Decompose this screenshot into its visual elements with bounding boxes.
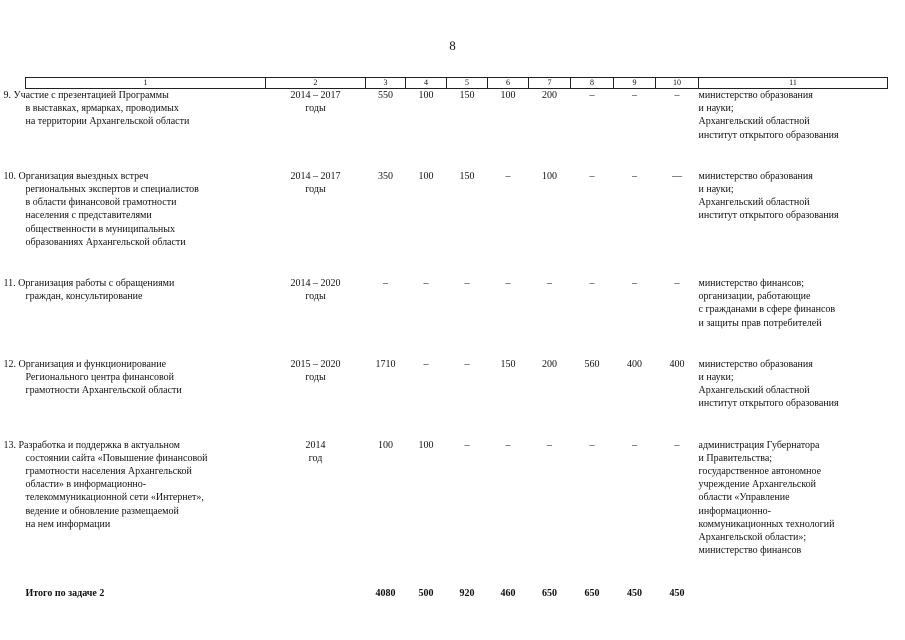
executor: министерство образования и науки; Архангельский областной институт открытого образования [698, 358, 839, 410]
period: 2014 год [305, 439, 326, 464]
period: 2014 – 2017 годы [290, 90, 341, 115]
value-cell: 200 [542, 90, 557, 101]
value-cell: 350 [378, 170, 393, 182]
value-cell: 150 [459, 170, 475, 182]
value-cell: – [464, 358, 470, 370]
total-label: Итого по задаче 2 [25, 588, 105, 600]
value-cell: 100 [418, 439, 434, 451]
header-cell: 11 [699, 78, 888, 89]
value-cell: – [589, 170, 595, 182]
value-cell: – [674, 439, 680, 451]
value-cell: – [505, 170, 511, 182]
value-cell: – [632, 170, 637, 182]
header-cell: 8 [571, 78, 614, 89]
measure-name: 12. Организация и функционирование Регионального центра финансовой грамотности Архангельской области [3, 358, 182, 397]
value-cell: – [632, 278, 637, 290]
header-cell: 5 [447, 78, 488, 89]
page-number: 8 [449, 38, 456, 53]
value-cell: — [672, 170, 682, 182]
total-value-cell: 460 [500, 588, 516, 600]
executor: администрация Губернатора и Правительства; государственное автономное учреждение Архангельской области «Управление информационно- коммуникационных технологий Архангельской области»; министерство финансов [698, 439, 835, 557]
header-cell: 1 [26, 78, 266, 89]
value-cell: 100 [378, 439, 393, 451]
table-row [26, 89, 888, 170]
header-cell: 9 [614, 78, 656, 89]
total-value-cell: 650 [542, 588, 557, 600]
table-row [26, 170, 888, 277]
value-cell: 560 [584, 358, 600, 370]
executor: министерство финансов; организации, работающие с гражданами в сфере финансов и защиты прав потребителей [698, 278, 836, 329]
value-cell: 100 [500, 90, 516, 101]
total-value-cell: 500 [418, 588, 434, 600]
value-cell: – [547, 439, 552, 451]
value-cell: – [383, 278, 388, 290]
period: 2014 – 2020 годы [290, 278, 341, 303]
value-cell: – [632, 439, 637, 451]
value-cell: – [674, 278, 680, 290]
value-cell: – [589, 439, 595, 451]
header-cell: 4 [406, 78, 447, 89]
value-cell: – [589, 278, 595, 290]
value-cell: – [674, 90, 680, 101]
value-cell: – [423, 358, 429, 370]
measure-name: 11. Организация работы с обращениями граждан, консультирование [3, 278, 175, 303]
period: 2014 – 2017 годы [290, 170, 341, 196]
total-value-cell: 650 [584, 588, 600, 600]
value-cell: – [505, 439, 511, 451]
measure-name: 13. Разработка и поддержка в актуальном состоянии сайта «Повышение финансовой грамотности населения Архангельской области» в информационно- телекоммуникационной сети «Интернет», ведение и обновление размещаемой на нем информации [3, 439, 208, 530]
value-cell: 400 [669, 358, 685, 370]
value-cell: – [589, 90, 595, 101]
value-cell: 150 [500, 358, 516, 370]
executor: министерство образования и науки; Архангельский областной институт открытого образования [698, 170, 839, 222]
total-period-empty [266, 585, 366, 600]
table-row [26, 277, 888, 358]
total-value-cell: 450 [627, 588, 642, 600]
value-cell: – [423, 278, 429, 290]
value-cell: 100 [418, 170, 434, 182]
total-executor-empty [699, 585, 888, 600]
total-value-cell: 4080 [375, 588, 396, 600]
value-cell: 100 [418, 90, 434, 101]
value-cell: 100 [542, 170, 557, 182]
value-cell: 200 [542, 358, 557, 370]
measure-name: 10. Организация выездных встреч региональных экспертов и специалистов в области финансовой грамотности населения с представителями общественности в муниципальных образованиях Архангельской области [3, 170, 199, 248]
executor: министерство образования и науки; Архангельский областной институт открытого образования [698, 90, 839, 141]
value-cell: – [632, 90, 637, 101]
table-row [26, 358, 888, 439]
value-cell: 1710 [375, 358, 396, 370]
value-cell: – [505, 278, 511, 290]
total-value-cell: 920 [459, 588, 475, 600]
header-cell: 10 [656, 78, 699, 89]
header-cell: 3 [366, 78, 406, 89]
total-row [26, 585, 888, 600]
value-cell: 150 [459, 90, 475, 101]
header-cell: 2 [266, 78, 366, 89]
value-cell: – [464, 278, 470, 290]
total-value-cell: 450 [669, 588, 685, 600]
header-cell: 7 [529, 78, 571, 89]
value-cell: – [464, 439, 470, 451]
table-header-row [26, 78, 888, 89]
period: 2015 – 2020 годы [290, 358, 341, 384]
measure-name: 9. Участие с презентацией Программы в выставках, ярмарках, проводимых на территории Архангельской области [3, 90, 190, 128]
header-cell: 6 [488, 78, 529, 89]
value-cell: – [547, 278, 552, 290]
value-cell: 400 [627, 358, 642, 370]
value-cell: 550 [378, 90, 393, 101]
table-row [26, 439, 888, 586]
program-table [3, 77, 888, 601]
